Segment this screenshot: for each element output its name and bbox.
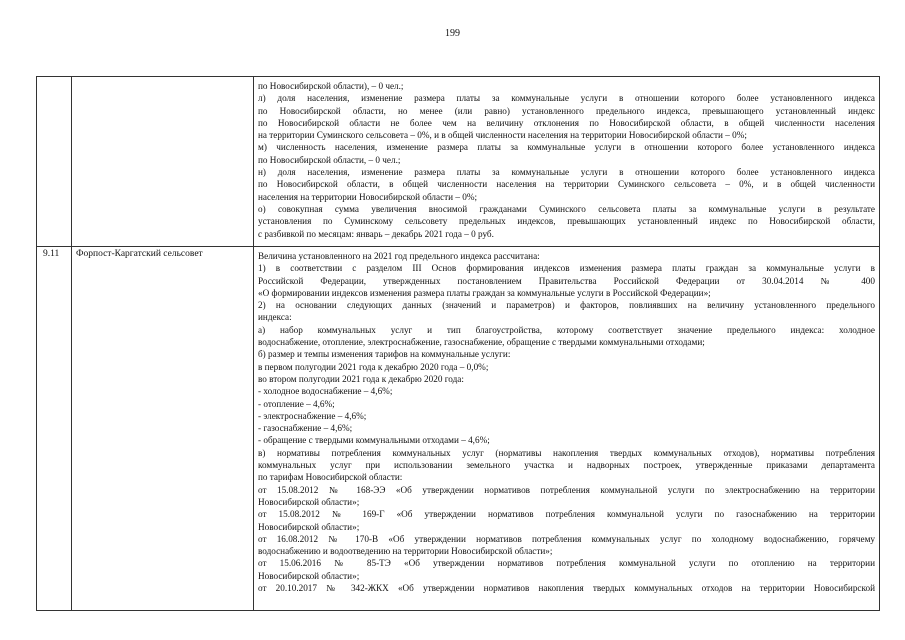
text-line: 2) на основании следующих данных (значений и параметров) и факторов, повлиявших на величину установленного предельного — [258, 300, 875, 311]
text-line: Новосибирской области»; — [258, 570, 360, 581]
text-line: по Новосибирской области, но менее (или равно) установленного предельного индекса, превышающего установленный индекс — [258, 105, 875, 116]
text-line: установления по Суминскому сельсовету предельных индексов, превышающих установленный индекс по Новосибирской области, — [258, 216, 875, 227]
text-line: м) численность населения, изменение размера платы за коммунальные услуги в отношении которого более установленного индекса — [258, 142, 875, 153]
text-line: по Новосибирской области), – 0 чел.; — [258, 81, 404, 91]
page-number: 199 — [445, 28, 460, 39]
text-line: о) совокупная сумма увеличения вносимой гражданами Суминского сельсовета платы за коммунальные услуги в результате — [258, 203, 875, 214]
text-line: населения на территории Новосибирской области – 0%; — [258, 191, 478, 202]
text-line: - отопление – 4,6%; — [258, 398, 335, 409]
text-line: Российской Федерации, утвержденных постановлением Правительства Российской Федерации от 30.04.2014 № 400 — [258, 275, 875, 286]
text-line: по тарифам Новосибирской области: — [258, 472, 403, 483]
text-line: - обращение с твердыми коммунальными отходами – 4,6%; — [258, 435, 490, 446]
text-line: л) доля населения, изменение размера платы за коммунальные услуги в отношении которого более установленного индекса — [258, 93, 875, 104]
text-line: Новосибирской области»; — [258, 496, 360, 507]
text-line: б) размер и темпы изменения тарифов на коммунальные услуги: — [258, 349, 511, 360]
text-line: в первом полугодии 2021 года к декабрю 2020 года – 0,0%; — [258, 361, 489, 372]
text-line: коммунальных услуг при использовании земельного участка и надворных построек, утвержденные приказами департамента — [258, 460, 875, 471]
text-line: а) набор коммунальных услуг и тип благоустройства, которому соответствует значение предельного индекса: холодное — [258, 324, 875, 335]
text-line: от 15.08.2012 № 169-Г «Об утверждении нормативов потребления коммунальной услуги по газоснабжению на территории — [258, 509, 875, 520]
text-line: от 16.08.2012 № 170-В «Об утверждении нормативов потребления коммунальных услуг по холодному водоснабжению, горячему — [258, 533, 875, 544]
text-line: от 15.08.2012 № 168-ЭЭ «Об утверждении нормативов потребления коммунальной услуги по электроснабжению на территории — [258, 484, 875, 495]
table-row — [37, 247, 880, 611]
description-cell — [254, 77, 880, 247]
text-line: Величина установленного на 2021 год предельного индекса рассчитана: — [258, 251, 540, 261]
text-line: - холодное водоснабжение – 4,6%; — [258, 386, 393, 397]
text-line: по Новосибирской области, в общей численности населения на территории Суминского сельсовета – 0%, и в общей численности — [258, 179, 875, 190]
text-line: во втором полугодии 2021 года к декабрю 2020 года: — [258, 373, 464, 384]
municipality-name-cell: Форпост-Каргатский сельсовет — [72, 247, 254, 611]
text-line: в) нормативы потребления коммунальных услуг (нормативы накопления твердых коммунальных отходов), нормативы потребления — [258, 447, 875, 458]
municipality-name-cell — [72, 77, 254, 247]
text-line: по Новосибирской области, – 0 чел.; — [258, 154, 401, 165]
text-line: водоснабжению и водоотведению на территории Новосибирской области»; — [258, 546, 553, 557]
document-table — [36, 76, 880, 611]
table-row — [37, 77, 880, 247]
text-line: - газоснабжение – 4,6%; — [258, 423, 353, 434]
row-number-cell: 9.11 — [37, 247, 72, 611]
text-line: - электроснабжение – 4,6%; — [258, 410, 367, 421]
text-line: «О формировании индексов изменения размера платы граждан за коммунальные услуги в Российской Федерации»; — [258, 287, 711, 298]
text-line: от 15.06.2016 № 85-ТЭ «Об утверждении нормативов потребления коммунальной услуги по отоплению на территории — [258, 558, 875, 569]
text-line: Новосибирской области»; — [258, 521, 360, 532]
row-number-cell — [37, 77, 72, 247]
description-cell — [254, 247, 880, 611]
text-line: н) доля населения, изменение размера платы за коммунальные услуги в отношении которого более установленного индекса — [258, 167, 875, 178]
text-line: с разбивкой по месяцам: январь – декабрь 2021 года – 0 руб. — [258, 228, 494, 239]
text-line: на территории Суминского сельсовета – 0%, и в общей численности населения на территории Новосибирской области – 0%; — [258, 130, 747, 141]
text-line: индекса: — [258, 312, 292, 323]
text-line: от 20.10.2017 № 342-ЖКХ «Об утверждении нормативов накопления твердых коммунальных отходов на территории Новосибирской — [258, 583, 875, 594]
text-line: по Новосибирской области не более чем на величину отклонения по Новосибирской области, в общей численности населения — [258, 117, 875, 128]
text-line: 1) в соответствии с разделом III Основ формирования индексов изменения размера платы граждан за коммунальные услуги в — [258, 263, 875, 274]
text-line: водоснабжение, отопление, электроснабжение, газоснабжение, обращение с твердыми коммунальными отходами; — [258, 337, 705, 348]
